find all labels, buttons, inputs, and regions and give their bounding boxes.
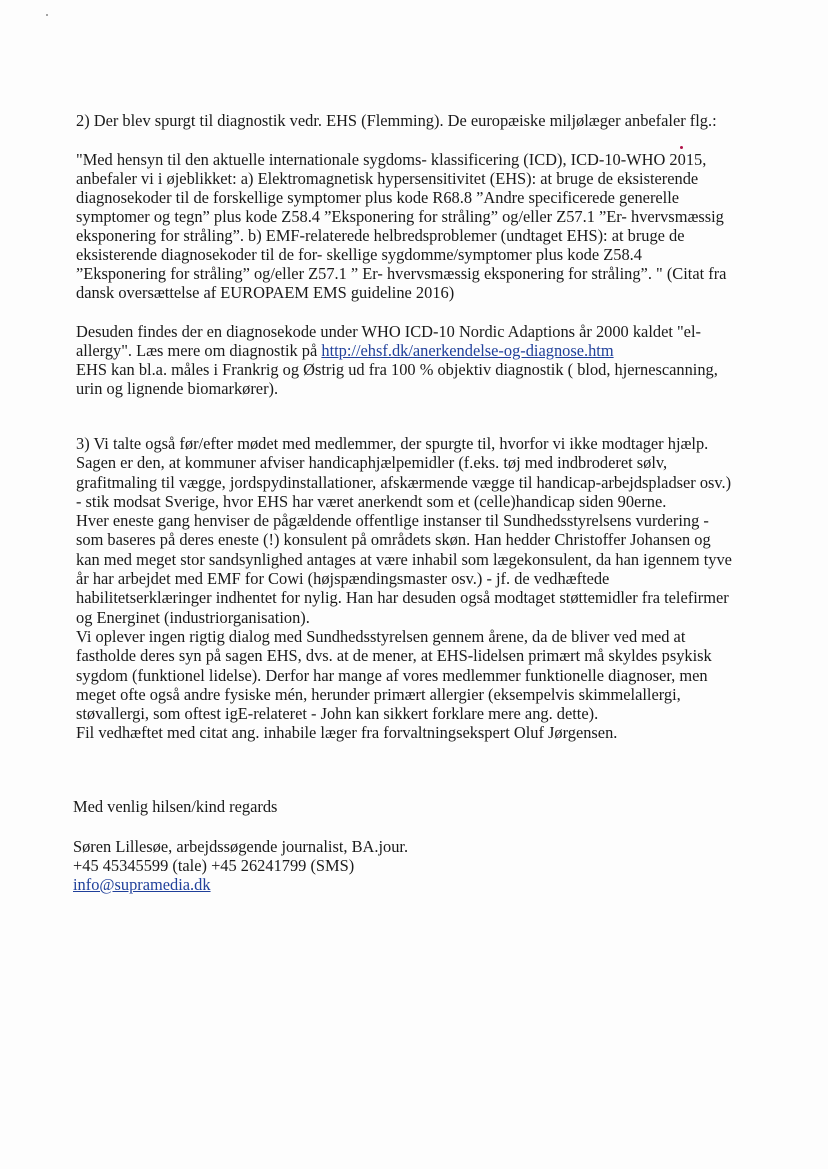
scan-speck (46, 14, 48, 16)
email-link[interactable]: info@supramedia.dk (73, 875, 211, 894)
desuden-paragraph (76, 322, 776, 398)
paragraph-line: meget ofte også andre fysiske mén, herunder primært allergier (eksempelvis skimmelallergi, (76, 684, 681, 704)
paragraph-line: sygdom (funktionel lidelse). Derfor har mange af vores medlemmer funktionelle diagnoser, men (76, 665, 708, 685)
paragraph-line: eksponering for stråling”. b) EMF-relaterede helbredsproblemer (undtaget EHS): at bruge de (76, 226, 685, 245)
paragraph-line: støvallergi, som oftest igE-relateret - John kan sikkert forklare mere ang. dette). (76, 704, 599, 724)
closing-text: Med venlig hilsen/kind regards (73, 797, 278, 816)
paragraph-line: dansk oversættelse af EUROPAEM EMS guideline 2016) (76, 283, 455, 302)
paragraph-line (76, 341, 776, 360)
signature (73, 837, 773, 894)
paragraph-line: år har arbejdet med EMF for Cowi (højspændingsmaster osv.) - jf. de vedhæftede (76, 569, 610, 589)
paragraph-line: 2) Der blev spurgt til diagnostik vedr. EHS (Flemming). De europæiske miljølæger anbefaler flg.: (76, 111, 717, 130)
quote-paragraph (76, 150, 776, 302)
paragraph-line: "Med hensyn til den aktuelle internationale sygdoms- klassificering (ICD), ICD-10-WHO 2015, (76, 150, 707, 169)
paragraph-line: Sagen er den, at kommuner afviser handicaphjælpemidler (f.eks. tøj med indbroderet sølv, (76, 453, 668, 473)
signature-name: Søren Lillesøe, arbejdssøgende journalist, BA.jour. (73, 837, 409, 856)
paragraph-line: - stik modsat Sverige, hvor EHS har været anerkendt som et (celle)handicap siden 90erne. (76, 491, 667, 511)
paragraph-line: diagnosekoder til de forskellige symptomer plus kode R68.8 ”Andre specificerede generelle (76, 188, 680, 207)
closing (73, 797, 773, 816)
paragraph-line: kan med meget stor sandsynlighed antages at være inhabil som lægekonsulent, da han igennem tyve (76, 549, 732, 569)
paragraph-line: og Energinet (industriorganisation). (76, 607, 310, 627)
paragraph-line: Hver eneste gang henviser de pågældende offentlige instanser til Sundhedsstyrelsens vurdering - (76, 511, 709, 531)
paragraph-line: Desuden findes der en diagnosekode under WHO ICD-10 Nordic Adaptions år 2000 kaldet "el- (76, 322, 701, 341)
link-prefix: allergy". Læs mere om diagnostik på (76, 341, 322, 360)
paragraph-line: ”Eksponering for stråling” og/eller Z57.1 ” Er- hvervsmæssig eksponering for stråling”. " (Citat fra (76, 264, 727, 283)
paragraph-line: eksisterende diagnosekoder til de for- skellige sygdomme/symptomer plus kode Z58.4 (76, 245, 642, 264)
paragraph-line: symptomer og tegn” plus kode Z58.4 ”Eksponering for stråling” og/eller Z57.1 ”Er- hvervsmæssig (76, 207, 724, 226)
scan-speck (680, 146, 683, 149)
diagnose-link[interactable]: http://ehsf.dk/anerkendelse-og-diagnose.htm (321, 341, 614, 360)
paragraph-line: Vi oplever ingen rigtig dialog med Sundhedsstyrelsen gennem årene, da de bliver ved med at (76, 626, 686, 646)
paragraph-line: anbefaler vi i øjeblikket: a) Elektromagnetisk hypersensitivitet (EHS): at bruge de eksisterende (76, 169, 699, 188)
signature-phone: +45 45345599 (tale) +45 26241799 (SMS) (73, 856, 355, 875)
paragraph-line: EHS kan bl.a. måles i Frankrig og Østrig ud fra 100 % objektiv diagnostik ( blod, hjernescanning, (76, 360, 718, 379)
paragraph-line: urin og lignende biomarkører). (76, 379, 279, 398)
paragraph-line: fastholde deres syn på sagen EHS, dvs. at de mener, at EHS-lidelsen primært må skyldes psykisk (76, 646, 712, 666)
section-2-heading (76, 111, 776, 130)
paragraph-line: 3) Vi talte også før/efter mødet med medlemmer, der spurgte til, hvorfor vi ikke modtager hjælp. (76, 434, 709, 453)
section-3-paragraph (76, 434, 776, 743)
paragraph-line: habilitetserklæringer indhentet for nylig. Han har desuden også modtaget støttemidler fra telefirmer (76, 588, 729, 608)
paragraph-line: Fil vedhæftet med citat ang. inhabile læger fra forvaltningsekspert Oluf Jørgensen. (76, 723, 618, 743)
paragraph-line: grafitmaling til vægge, jordspydinstallationer, afskærmende vægge til handicap-arbejdspladser osv.) (76, 472, 732, 492)
paragraph-line: som baseres på deres eneste (!) konsulent på områdets skøn. Han hedder Christoffer Johansen og (76, 530, 711, 550)
